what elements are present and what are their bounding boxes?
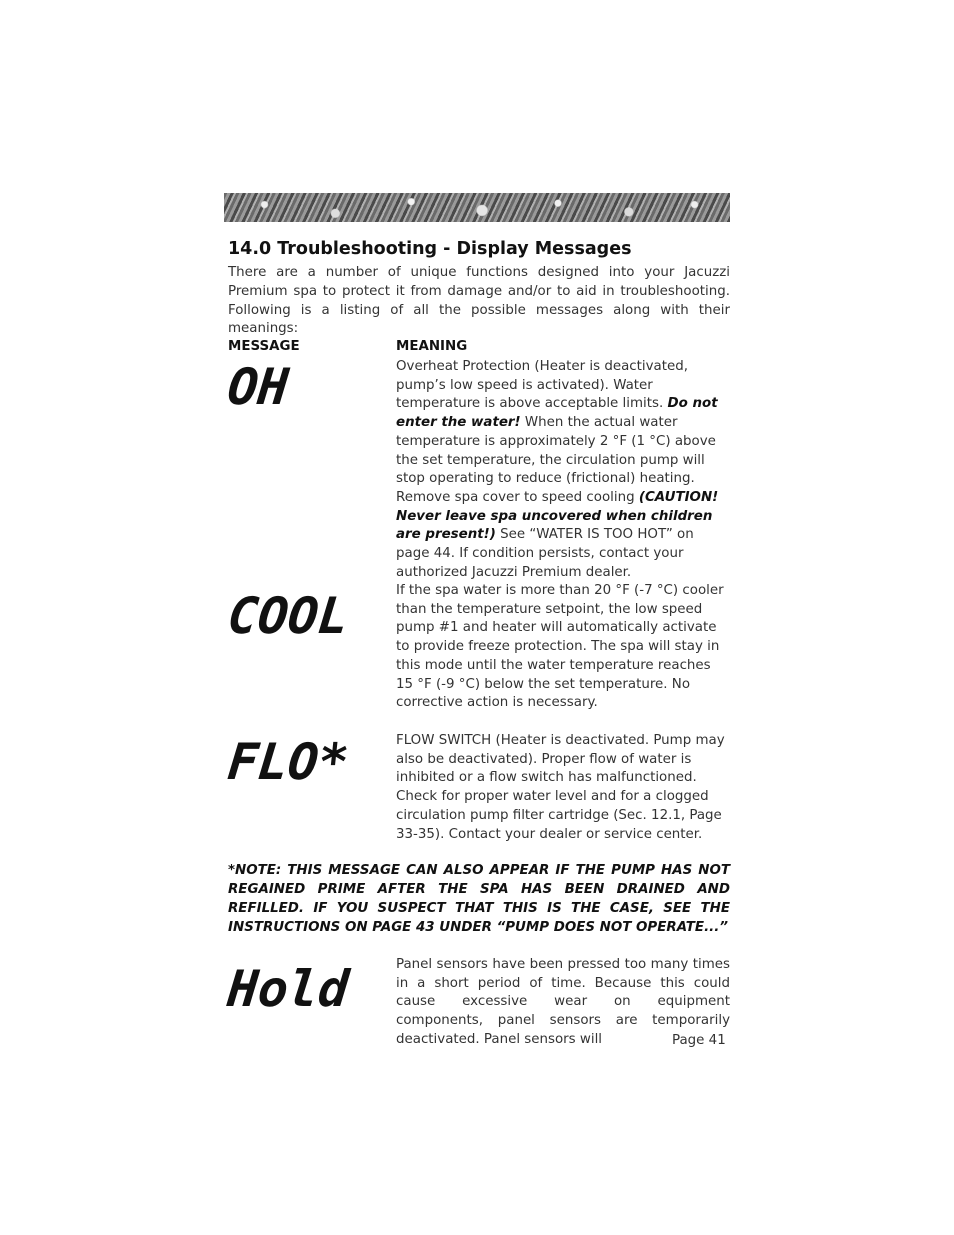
page-number: Page 41 [672,1033,726,1048]
display-code-hold: Hold [224,960,352,1018]
flow-note: *NOTE: THIS MESSAGE CAN ALSO APPEAR IF THE PUMP HAS NOT REGAINED PRIME AFTER THE SPA HAS BEEN DRAINED AND REFILLED. IF YOU SUSPECT THAT THIS IS THE CASE, SEE THE INSTRUCTIONS ON PAGE 43 UNDER “PUMP DOES NOT OPERATE...” [228,863,730,935]
display-code-flo: FLO* [224,733,352,791]
intro-paragraph: There are a number of unique functions designed into your Jacuzzi Premium spa to protect it from damage and/or to aid in troubleshooting. Following is a listing of all the possible messages along with their meanings: [228,265,730,337]
display-code-cool: COOL [224,587,352,645]
meaning-oh-warning: Do not enter the water! [396,396,718,431]
display-code-oh: OH [224,358,292,416]
meaning-oh-caution: (CAUTION! Never leave spa uncovered when children are present!) [396,489,719,543]
meaning-column-header: MEANING [396,339,468,354]
meaning-oh-text-c: See “WATER IS TOO HOT” on page 44. If condition persists, contact your authorized Jacuzzi Premium dealer. [396,527,694,580]
meaning-hold: Panel sensors have been pressed too many times in a short period of time. Because this could cause excessive wear on equipment components, panel sensors are temporarily deactivated. Panel sensors will [396,957,730,1047]
meaning-flo: FLOW SWITCH (Heater is deactivated. Pump may also be deactivated). Proper flow of water is inhibited or a flow switch has malfunctioned. Check for proper water level and for a clogged circulation pump filter cartridge (Sec. 12.1, Page 33-35). Contact your dealer or service center. [396,733,725,842]
page-title: 14.0 Troubleshooting - Display Messages [228,239,632,259]
message-column-header: MESSAGE [228,339,300,354]
header-banner-image [224,193,730,222]
meaning-cool: If the spa water is more than 20 °F (-7 °C) cooler than the temperature setpoint, the low speed pump #1 and heater will automatically activate to provide freeze protection. The spa will stay in this mode until the water temperature reaches 15 °F (-9 °C) below the set temperature. No corrective action is necessary. [396,583,724,711]
meaning-oh [396,358,730,582]
meaning-oh-text-b: When the actual water temperature is approximately 2 °F (1 °C) above the set temperature, the circulation pump will stop operating to reduce (frictional) heating. Remove spa cover to speed cooling [396,415,716,505]
meaning-oh-text-a: Overheat Protection (Heater is deactivated, pump’s low speed is activated). Water temperature is above acceptable limits. [396,359,689,412]
